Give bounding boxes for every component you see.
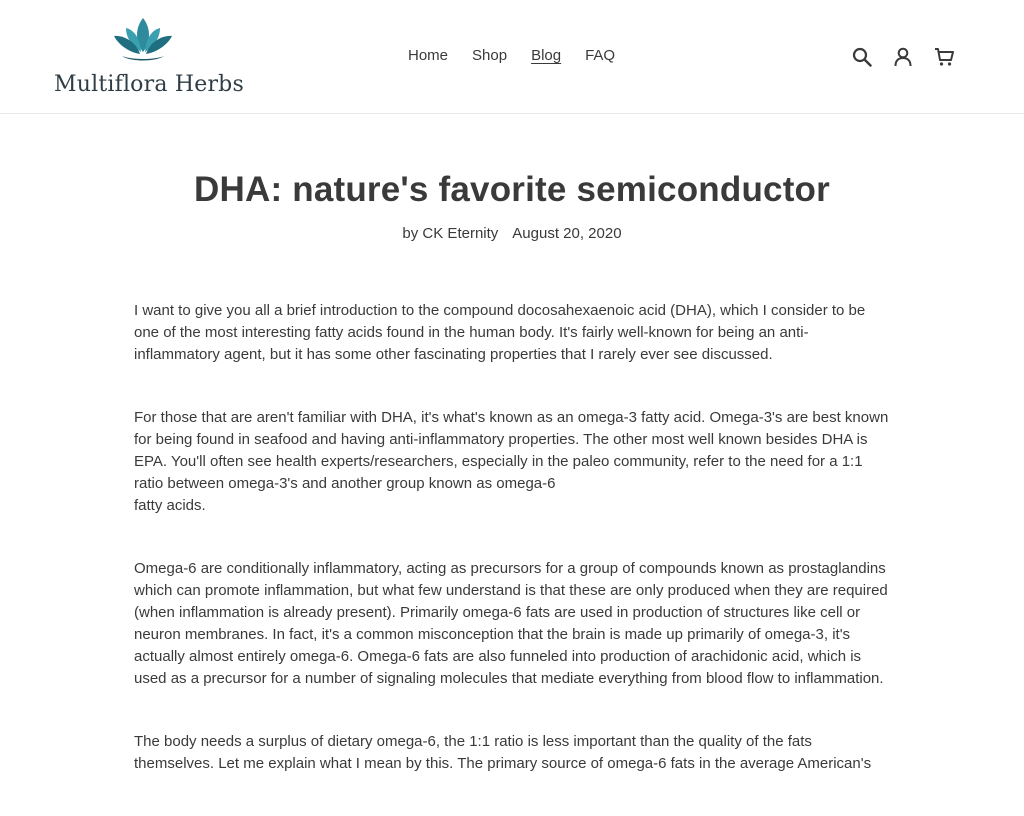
article-author: by CK Eternity bbox=[402, 225, 499, 242]
site-logo[interactable] bbox=[54, 16, 244, 102]
article-paragraph: I want to give you all a brief introduction to the compound docosahexaenoic acid (DHA), which I consider to be one of the most interesting fatty acids found in the human body. It's fairly well-known for being an anti-inflammatory agent, but it has some other fascinating properties that I rarely ever see discussed. bbox=[134, 302, 866, 363]
header-actions bbox=[850, 44, 956, 70]
article-paragraph: Omega-6 are conditionally inflammatory, acting as precursors for a group of compounds known as prostaglandins which can promote inflammation, but what few understand is that these are only produced when they are required (when inflammation is already present). Primarily omega-6 fats are used in production of structures like cell or neuron membranes. In fact, it's a common misconception that the brain is made up primarily of omega-3, it's actually almost entirely omega-6. Omega-6 fats are also funneled into production of arachidonic acid, which is used as a precursor for a number of signaling molecules that mediate everything from blood flow to inflammation. bbox=[134, 560, 888, 687]
nav-item-blog[interactable]: Blog bbox=[531, 47, 562, 64]
article-meta bbox=[0, 225, 1024, 242]
article-body bbox=[134, 300, 894, 816]
nav-item-home[interactable]: Home bbox=[408, 47, 449, 64]
search-icon bbox=[852, 47, 872, 67]
site-header bbox=[0, 0, 1024, 114]
article-title: DHA: nature's favorite semiconductor bbox=[194, 170, 830, 209]
article-date: August 20, 2020 bbox=[512, 225, 622, 242]
cart-icon bbox=[934, 47, 954, 67]
article-paragraph: The body needs a surplus of dietary omega-6, the 1:1 ratio is less important than the quality of the fats themselves. Let me explain what I mean by this. The primary source of omega-6 fats in the average American's bbox=[134, 733, 872, 772]
account-icon bbox=[894, 47, 912, 67]
lotus-logo-icon bbox=[110, 16, 176, 64]
nav-item-shop[interactable]: Shop bbox=[472, 47, 508, 64]
nav-item-faq[interactable]: FAQ bbox=[585, 47, 616, 64]
logo-wordmark: Multiflora Herbs bbox=[54, 72, 244, 97]
main-nav bbox=[396, 46, 627, 66]
article-paragraph: For those that are aren't familiar with DHA, it's what's known as an omega-3 fatty acid. Omega-3's are best known for being found in seafood and having anti-inflammatory properties. The other most well known besides DHA is EPA. You'll often see health experts/researchers, especially in the paleo community, refer to the need for a 1:1 ratio between omega-3's and another group known as omega-6 fatty acids. bbox=[134, 409, 889, 514]
cart-button[interactable] bbox=[932, 44, 956, 70]
account-button[interactable] bbox=[891, 44, 915, 70]
search-button[interactable] bbox=[850, 44, 874, 70]
